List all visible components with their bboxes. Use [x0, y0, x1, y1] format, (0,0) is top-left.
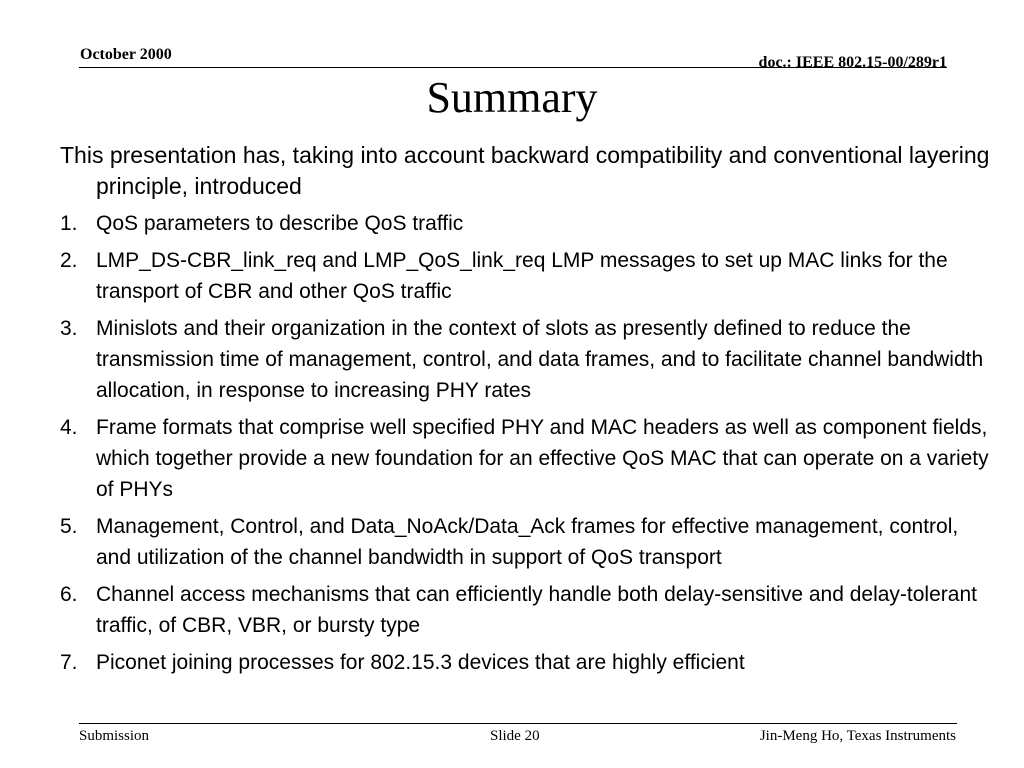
list-item-text: Minislots and their organization in the context of slots as presently defined to reduce the transmission time of management, control, and data frames, and to facilitate channel bandwidth allocation, in response to increasing PHY rates [96, 317, 984, 402]
list-item-text: Frame formats that comprise well specified PHY and MAC headers as well as component fields, which together provide a new foundation for an effective QoS MAC that can operate on a variety of PHYs [96, 416, 989, 501]
header-divider [79, 67, 947, 68]
list-item-number: 6. [60, 583, 78, 606]
footer-author: Jin-Meng Ho, Texas Instruments [759, 728, 956, 744]
list-item-number: 2. [60, 249, 78, 272]
list-item-text: QoS parameters to describe QoS traffic [96, 212, 464, 235]
list-item [60, 313, 990, 406]
list-item [60, 511, 990, 573]
header-doc-id: doc.: IEEE 802.15-00/289r1 [758, 54, 947, 71]
footer-divider [79, 723, 957, 724]
list-item-number: 1. [60, 212, 78, 235]
list-item [60, 412, 990, 505]
list-item [60, 579, 990, 641]
header-date: October 2000 [80, 46, 172, 63]
list-item-text: LMP_DS-CBR_link_req and LMP_QoS_link_req LMP messages to set up MAC links for the transport of CBR and other QoS traffic [96, 249, 948, 303]
list-item-text: Management, Control, and Data_NoAck/Data_Ack frames for effective management, control, and utilization of the channel bandwidth in support of QoS transport [96, 515, 959, 569]
list-item [60, 647, 990, 678]
slide-body [60, 140, 990, 684]
list-item-number: 7. [60, 651, 78, 674]
slide-title: Summary [426, 73, 598, 122]
list-item-number: 3. [60, 317, 78, 340]
list-item-number: 4. [60, 416, 78, 439]
list-item [60, 245, 990, 307]
footer-submission: Submission [79, 728, 150, 744]
footer-slide-number: Slide 20 [490, 728, 540, 744]
intro-paragraph: This presentation has, taking into account backward compatibility and conventional layering principle, introduced [60, 142, 990, 199]
list-item-text: Piconet joining processes for 802.15.3 devices that are highly efficient [96, 651, 745, 674]
list-item [60, 208, 990, 239]
list-item-number: 5. [60, 515, 78, 538]
list-item-text: Channel access mechanisms that can efficiently handle both delay-sensitive and delay-tolerant traffic, of CBR, VBR, or bursty type [96, 583, 977, 637]
